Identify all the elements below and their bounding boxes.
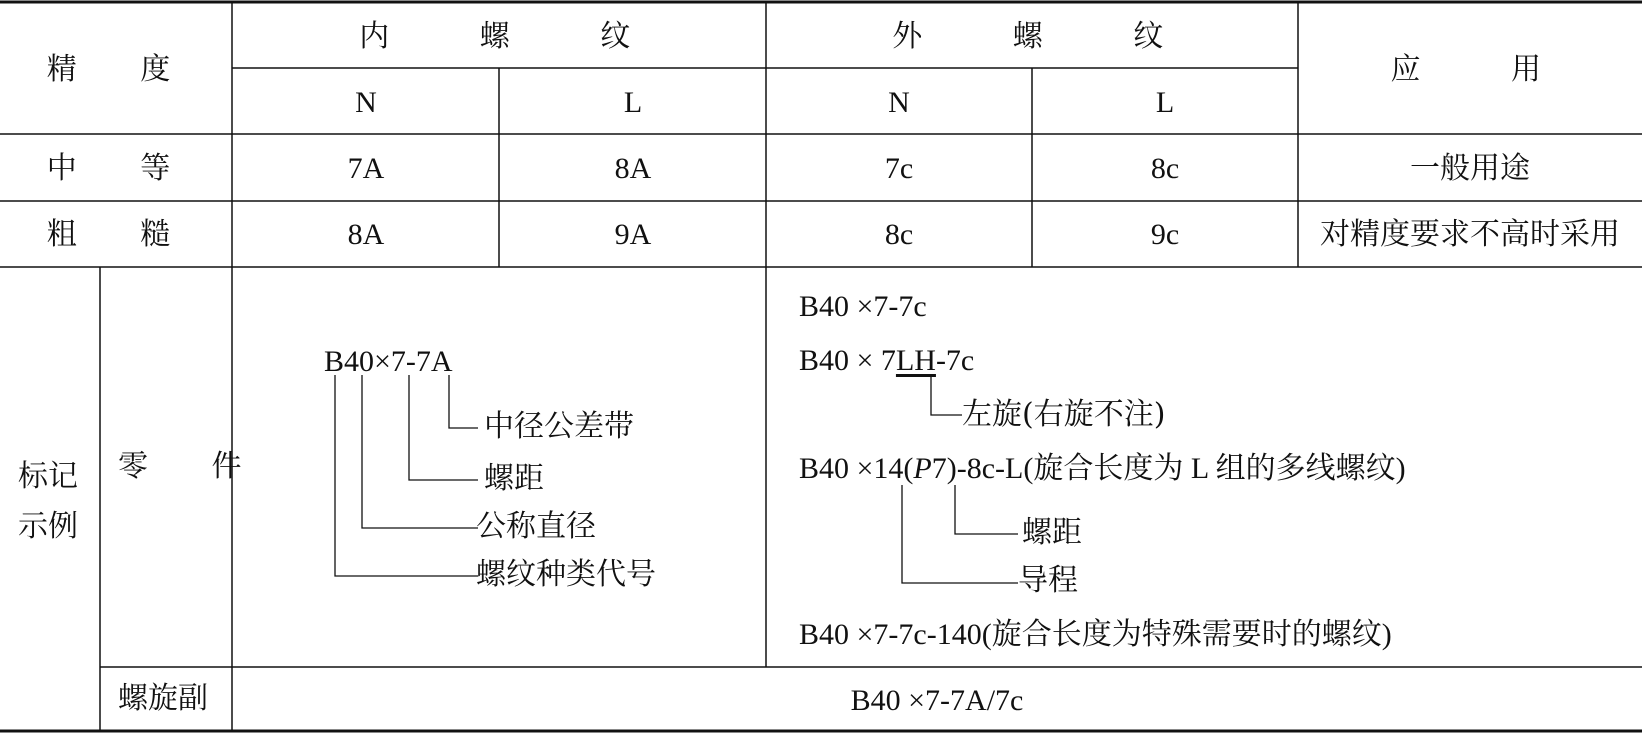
row-coarse-int-n: 8A xyxy=(347,218,385,251)
row-medium-ext-l: 8c xyxy=(1150,152,1180,185)
row-medium-ext-n: 7c xyxy=(884,152,914,185)
ext-line3-p: P xyxy=(913,452,932,485)
header-application: 应 用 xyxy=(1390,52,1582,87)
ext-line2-prefix: B40 × 7 xyxy=(799,344,896,377)
row-coarse-precision: 粗 糙 xyxy=(46,217,198,252)
header-external-n: N xyxy=(888,86,910,119)
ext-line3-suffix: 7)-8c-L(旋合长度为 L 组的多线螺纹) xyxy=(931,452,1406,485)
row-coarse-ext-n: 8c xyxy=(884,218,914,251)
part-label: 零 件 xyxy=(118,449,269,484)
pair-code: B40 ×7-7A/7c xyxy=(850,684,1024,717)
row-coarse-application: 对精度要求不高时采用 xyxy=(1320,217,1620,252)
ext-line2 xyxy=(799,346,974,376)
ann-lead: 导程 xyxy=(1018,563,1078,598)
row-medium-int-l: 8A xyxy=(614,152,652,185)
ext-line3-prefix: B40 ×14( xyxy=(799,452,914,485)
header-internal-thread: 内 螺 纹 xyxy=(359,19,671,54)
row-coarse-int-l: 9A xyxy=(614,218,652,251)
header-external-l: L xyxy=(1155,86,1175,119)
ann-pitch: 螺距 xyxy=(484,461,544,496)
ext-line2-lh: LH xyxy=(895,344,936,377)
ann-thread-type-code: 螺纹种类代号 xyxy=(476,557,656,592)
ann-ext-pitch: 螺距 xyxy=(1022,515,1082,550)
ext-line3 xyxy=(799,454,1406,484)
row-medium-precision: 中 等 xyxy=(46,151,198,186)
row-coarse-ext-l: 9c xyxy=(1150,218,1180,251)
marking-label-line2: 示例 xyxy=(18,509,78,544)
internal-leader-lines xyxy=(335,375,478,576)
ann-nominal-diameter: 公称直径 xyxy=(476,509,596,544)
header-internal-l: L xyxy=(623,86,643,119)
ext-line2-suffix: -7c xyxy=(935,344,975,377)
header-internal-n: N xyxy=(355,86,377,119)
header-external-thread: 外 螺 纹 xyxy=(892,19,1204,54)
header-precision: 精 度 xyxy=(46,52,198,87)
ext-line1: B40 ×7-7c xyxy=(799,290,927,323)
ann-tolerance-zone: 中径公差带 xyxy=(484,409,634,444)
row-medium-int-n: 7A xyxy=(347,152,385,185)
row-medium-application: 一般用途 xyxy=(1410,151,1530,186)
ext-line4: B40 ×7-7c-140(旋合长度为特殊需要时的螺纹) xyxy=(799,618,1392,651)
pair-label: 螺旋副 xyxy=(118,681,208,716)
ann-left-hand: 左旋(右旋不注) xyxy=(962,397,1166,432)
internal-code: B40×7-7A xyxy=(324,345,453,378)
marking-label-line1: 标记 xyxy=(18,459,78,494)
